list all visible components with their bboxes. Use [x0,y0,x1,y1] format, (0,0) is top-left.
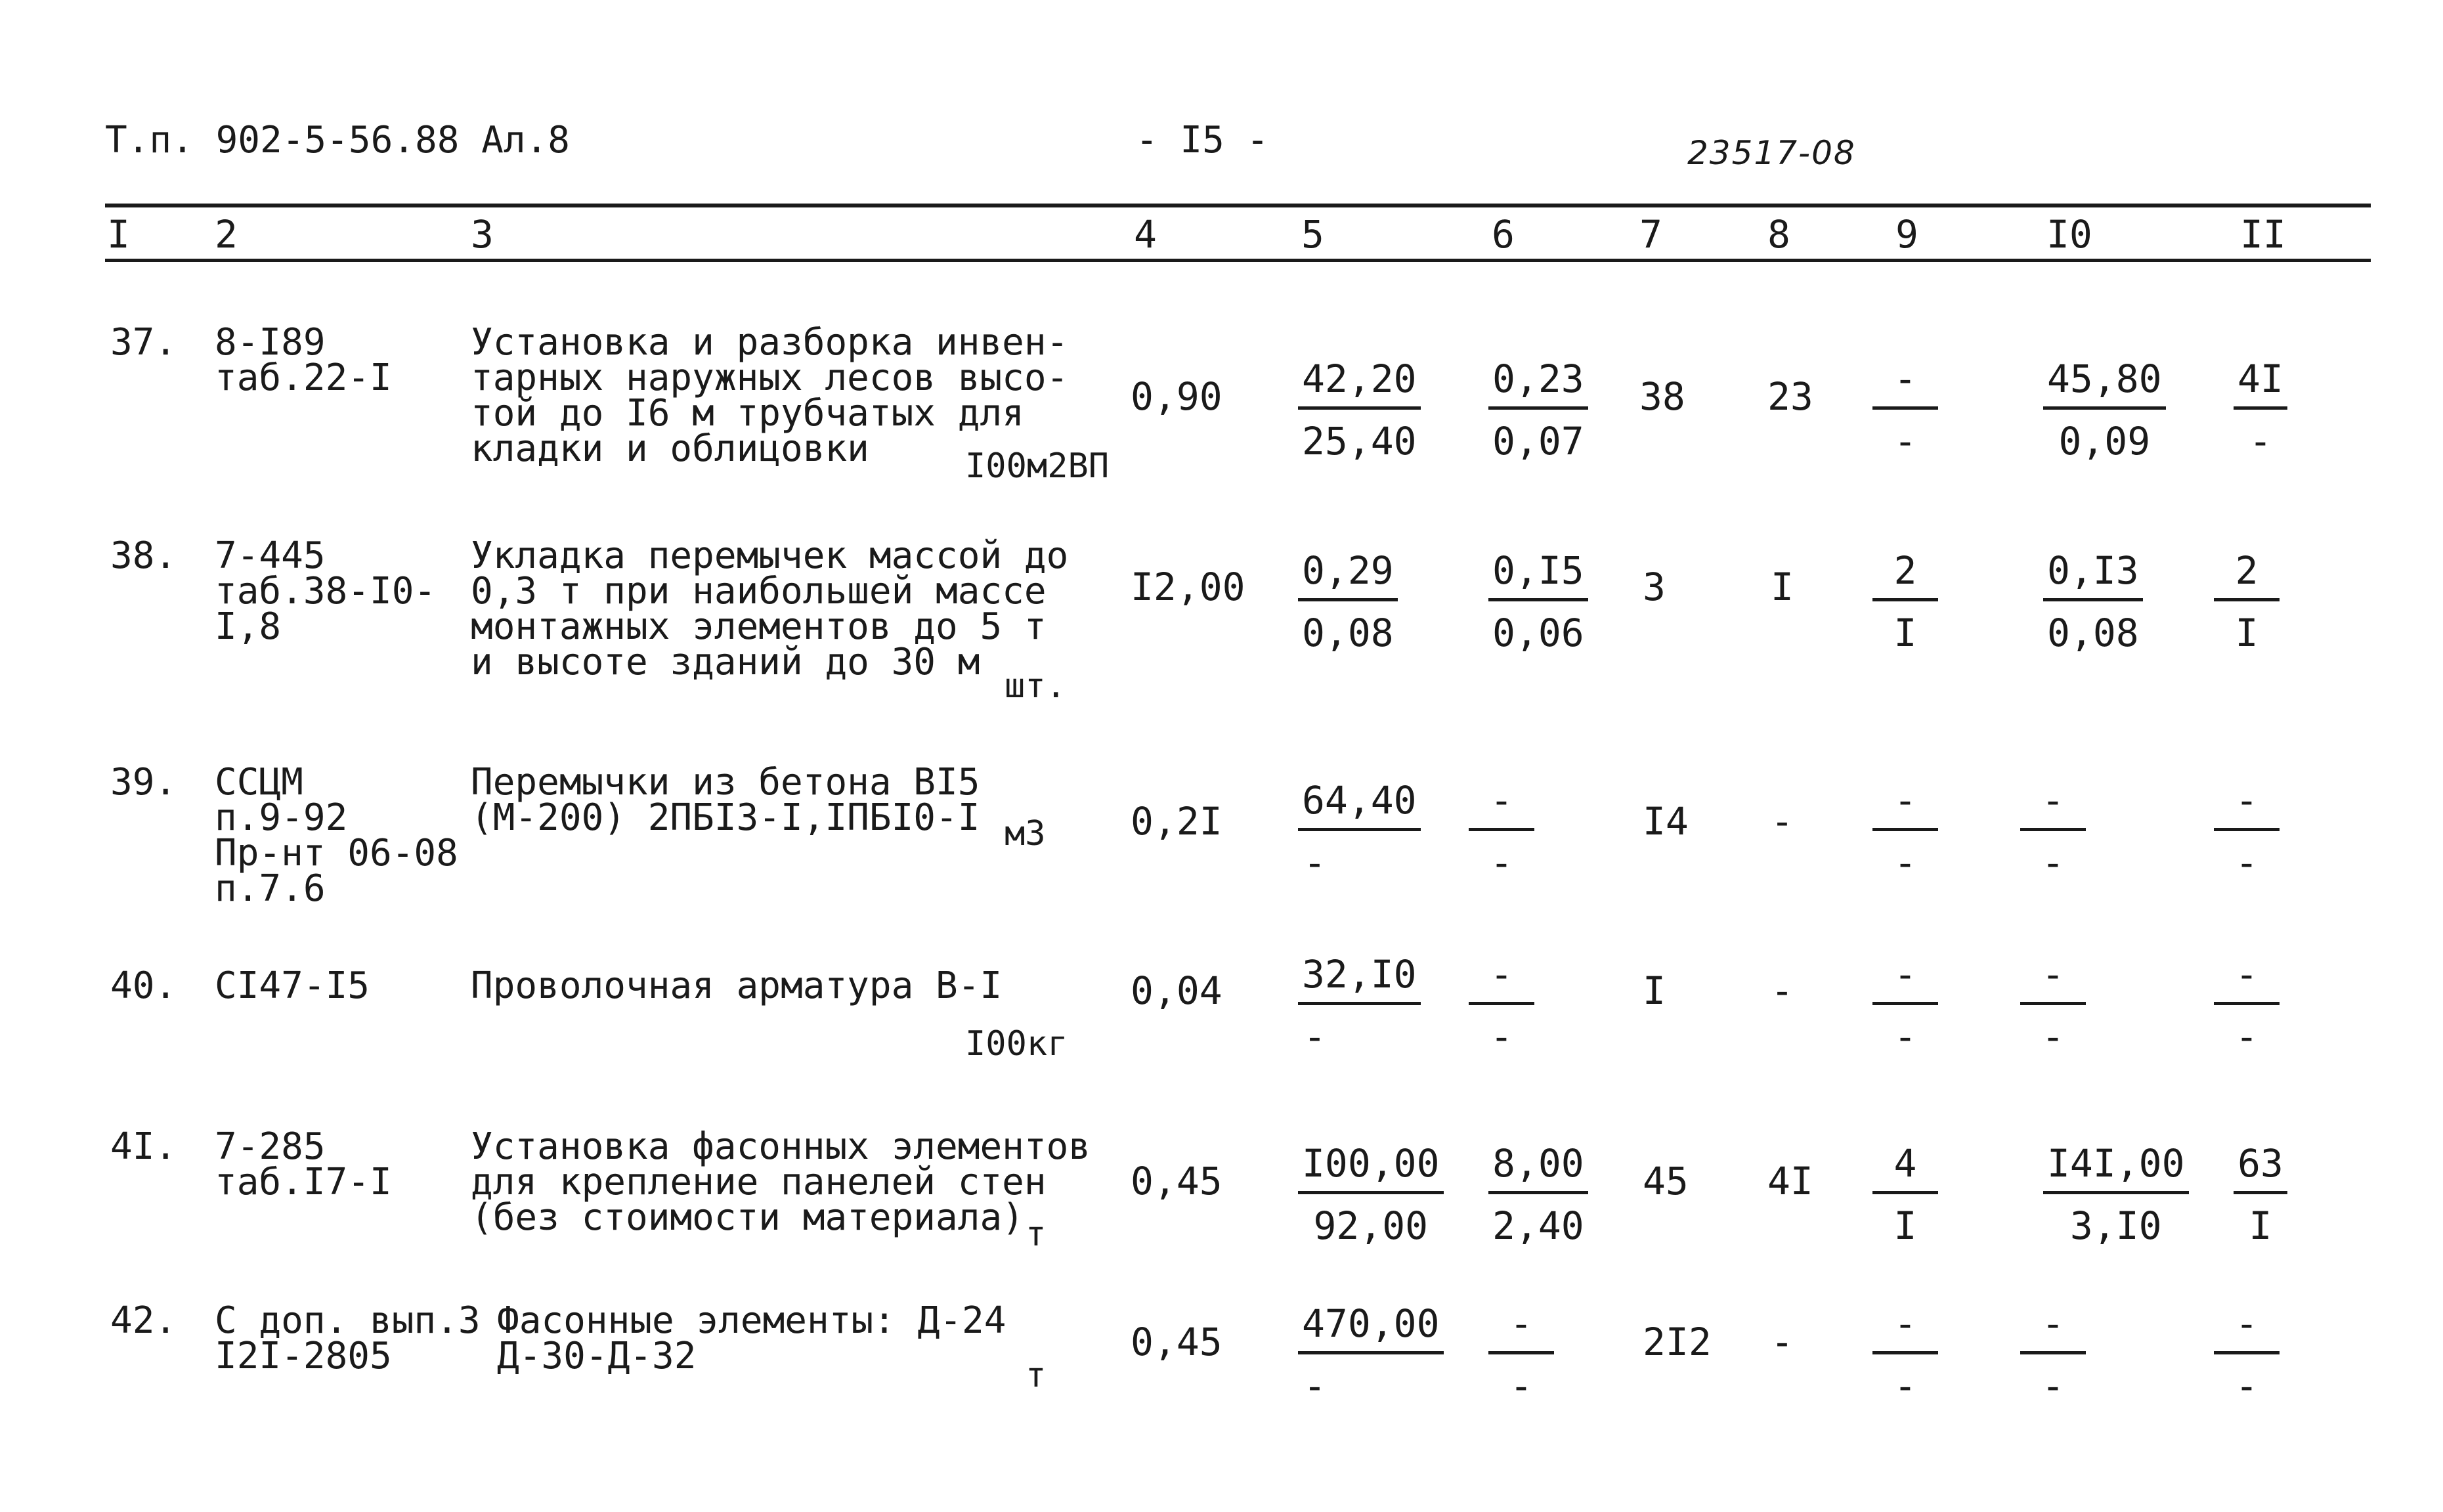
row-col8: - [1771,799,1794,844]
column-header-6: 6 [1492,212,1515,257]
row-unit: т [1026,1356,1047,1395]
row-col8: 23 [1767,374,1813,419]
row-col7: 3 [1643,565,1666,609]
row-col9: $\frac{2}{I}$ [1872,548,1938,655]
row-col9: - - [1872,1301,1938,1408]
row-col7: I4 [1643,799,1689,844]
row-unit: I00кг [965,1024,1068,1064]
column-header-2: 2 [215,212,238,257]
row-col4: 0,2I [1131,799,1222,844]
row-number: 42. [110,1299,177,1342]
column-header-4: 4 [1134,212,1157,257]
row-col4: 0,04 [1131,968,1222,1013]
row-col5: 470,00 - [1298,1301,1444,1408]
row-col6: $\frac{0,23}{0,07}$ [1488,356,1588,464]
row-col6: $\frac{8,00}{2,40}$ [1488,1141,1588,1248]
row-col6: - - [1469,778,1534,885]
row-col5: $\frac{0,29}{0,08}$ [1298,548,1398,655]
row-unit: м3 [1005,814,1046,853]
document-designation: Т.п. 902-5-56.88 Ал.8 [105,119,571,162]
row-col4: 0,45 [1131,1159,1222,1203]
document-code: 23517-08 [1687,134,1856,172]
row-reference: 8-I89 таб.22-I [215,321,392,399]
row-number: 4I. [110,1125,177,1168]
column-header-7: 7 [1639,212,1662,257]
column-header-11: II [2240,212,2286,257]
row-col6: - - [1488,1301,1554,1408]
row-col9: - - [1872,952,1938,1059]
row-unit: I00м2ВП [965,446,1110,486]
row-col11: $\frac{63}{I}$ [2234,1141,2287,1248]
row-reference: ССЦМ п.9-92 Пр-нт 06-08 п.7.6 [215,761,458,910]
row-col4: 0,45 [1131,1320,1222,1364]
row-reference: С доп. вып.3 I2I-2805 [215,1299,481,1377]
row-description: Укладка перемычек массой до 0,3 т при наибольшей массе монтажных элементов до 5 т и высоте зданий до 30 м [471,534,1069,683]
row-col8: 4I [1767,1159,1813,1203]
row-reference: CI47-I5 [215,964,370,1007]
row-number: 37. [110,321,177,364]
row-col6: - - [1469,952,1534,1059]
row-col6: $\frac{0,I5}{0,06}$ [1488,548,1588,655]
row-col11: - - [2214,952,2280,1059]
row-number: 39. [110,761,177,804]
row-unit: т [1026,1215,1047,1254]
row-col8: - [1771,1320,1794,1364]
row-description: Установка и разборка инвен- тарных наружных лесов высо- той до I6 м трубчатых для кладки и облицовки [471,321,1069,470]
column-header-9: 9 [1895,212,1918,257]
row-col5: 64,40 - [1298,778,1421,885]
row-col7: 2I2 [1643,1320,1712,1364]
row-description: Проволочная арматура В-I [471,964,1003,1007]
table-top-rule [105,204,2371,207]
row-col7: 45 [1643,1159,1689,1203]
row-number: 38. [110,534,177,577]
column-header-3: 3 [471,212,494,257]
column-header-1: I [107,212,130,257]
row-col11: $\frac{2}{I}$ [2214,548,2280,655]
row-col10: - - [2020,952,2086,1059]
row-col8: I [1771,565,1794,609]
table-header-rule [105,259,2371,262]
row-col4: 0,90 [1131,374,1222,419]
row-col5: $\frac{42,20}{25,40}$ [1298,356,1421,464]
row-number: 40. [110,964,177,1007]
row-col5: 32,I0 - [1298,952,1421,1059]
row-col4: I2,00 [1131,565,1245,609]
row-col9: - - [1872,778,1938,885]
row-col11: 4I - [2234,356,2287,464]
row-col11: - - [2214,1301,2280,1408]
page-number: - I5 - [1136,119,1269,162]
row-col8: - [1771,968,1794,1013]
row-col10: $\frac{45,80}{0,09}$ [2043,356,2166,464]
column-header-5: 5 [1301,212,1324,257]
row-col9: $\frac{4}{I}$ [1872,1141,1938,1248]
row-col10: - - [2020,778,2086,885]
row-col10: $\frac{0,I3}{0,08}$ [2043,548,2143,655]
row-col11: - - [2214,778,2280,885]
row-description: Установка фасонных элементов для крепление панелей стен (без стоимости материала) [471,1125,1091,1239]
row-reference: 7-445 таб.38-I0- I,8 [215,534,437,648]
row-col10: - - [2020,1301,2086,1408]
row-col10: $\frac{I4I,00}{3,I0}$ [2043,1141,2189,1248]
column-header-10: I0 [2046,212,2092,257]
row-description: Перемычки из бетона BI5 (М-200) 2ПБI3-I,IПБI0-I [471,761,980,839]
row-col9: - - [1872,356,1938,464]
column-header-8: 8 [1767,212,1790,257]
row-col7: I [1643,968,1666,1013]
row-col5: $\frac{I00,00}{92,00}$ [1298,1141,1444,1248]
row-description: Фасонные элементы: Д-24 Д-30-Д-32 [497,1299,1006,1377]
row-reference: 7-285 таб.I7-I [215,1125,392,1203]
row-col7: 38 [1639,374,1685,419]
row-unit: шт. [1005,666,1066,706]
